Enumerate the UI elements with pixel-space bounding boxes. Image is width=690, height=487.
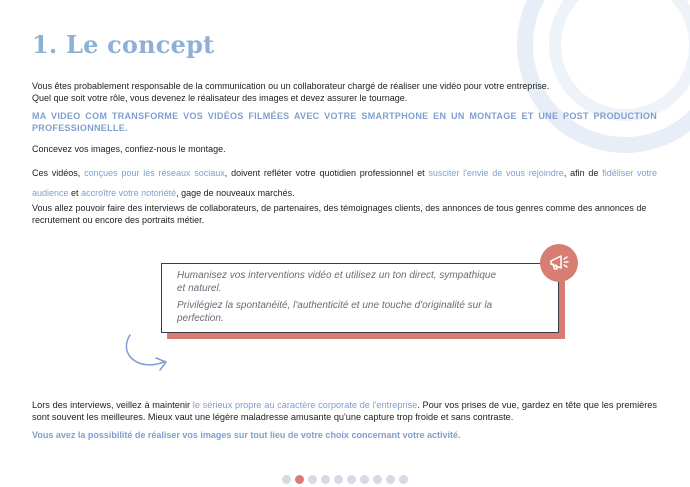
- page-dot-5[interactable]: [334, 475, 343, 484]
- entrust-line: Concevez vos images, confiez-nous le montage.: [32, 144, 226, 154]
- quote-line-3: Privilégiez la spontanéité, l'authenticité et une touche d'originalité sur la: [177, 300, 493, 311]
- text-run: . Pour vos prises de vue, gardez en tête que les premières sont souvent les meilleures. Mieux vaut une légère maladresse amusante qu'une capture trop froide et sans contraste.: [32, 400, 657, 422]
- interviews-paragraph: Vous allez pouvoir faire des interviews de collaborateurs, de partenaires, des témoignages clients, des annonces de tous genres comme des annonces de recrutement ou encore des portraits métier.: [32, 203, 647, 225]
- intro-line-1: Vous êtes probablement responsable de la communication ou un collaborateur chargé de réaliser une vidéo pour votre entreprise.: [32, 81, 550, 91]
- highlight-audience-loyalty: fidéliser votre audience: [32, 168, 657, 198]
- highlight-corporate-seriousness: le sérieux propre au caractère corporate de l'entreprise: [192, 400, 418, 410]
- intro-paragraph: [32, 80, 657, 104]
- text-run: Lors des interviews, veillez à maintenir: [32, 400, 193, 410]
- closing-paragraph: [32, 399, 657, 423]
- curved-arrow-icon: [120, 332, 176, 374]
- quote-box: [161, 263, 559, 333]
- quote-line-2: et naturel.: [177, 282, 222, 294]
- text-run: et: [68, 188, 82, 198]
- page-dot-2[interactable]: [295, 475, 304, 484]
- page-title: 1. Le concept: [32, 30, 215, 59]
- page-dot-7[interactable]: [360, 475, 369, 484]
- highlight-social-networks: conçues pour les réseaux sociaux: [84, 168, 225, 178]
- text-run: , gage de nouveaux marchés.: [176, 188, 295, 198]
- text-run: Ces vidéos,: [32, 168, 85, 178]
- megaphone-icon: [540, 244, 578, 282]
- videos-paragraph: [32, 163, 657, 203]
- page-dot-1[interactable]: [282, 475, 291, 484]
- highlight-notoriety: accroître votre notoriété: [81, 188, 177, 198]
- quote-line-1: Humanisez vos interventions vidéo et utilisez un ton direct, sympathique: [177, 270, 497, 281]
- closing-emphasis: Vous avez la possibilité de réaliser vos images sur tout lieu de votre choix concernant votre activité.: [32, 430, 461, 440]
- highlight-join-desire: susciter l'envie de vous rejoindre: [428, 168, 564, 178]
- page-dot-3[interactable]: [308, 475, 317, 484]
- pagination: [0, 475, 690, 484]
- page-dot-9[interactable]: [386, 475, 395, 484]
- intro-line-2: Quel que soit votre rôle, vous devenez le réalisateur des images et devez assurer le tournage.: [32, 93, 408, 103]
- page-dot-6[interactable]: [347, 475, 356, 484]
- text-run: , afin de: [563, 168, 603, 178]
- text-run: , doivent refléter votre quotidien professionnel et: [224, 168, 429, 178]
- page-dot-4[interactable]: [321, 475, 330, 484]
- page-dot-8[interactable]: [373, 475, 382, 484]
- page-dot-10[interactable]: [399, 475, 408, 484]
- headline: MA VIDEO COM TRANSFORME VOS VIDÉOS FILMÉES AVEC VOTRE SMARTPHONE EN UN MONTAGE ET UNE POST PRODUCTION PROFESSIONNELLE.: [32, 111, 657, 133]
- quote-line-4: perfection.: [177, 312, 224, 324]
